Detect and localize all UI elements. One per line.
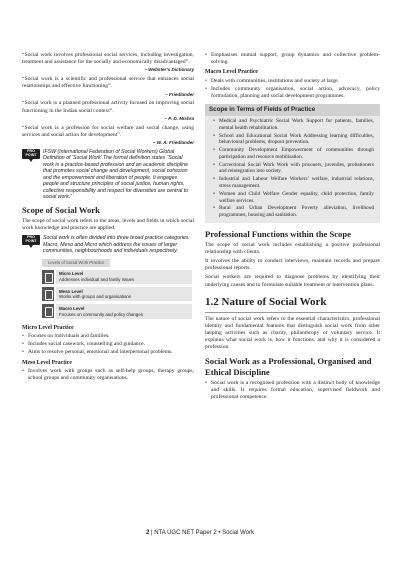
scope-fields-list — [205, 116, 380, 219]
pro-point-icon: PRO POINT — [22, 235, 40, 245]
professional-functions-heading: Professional Functions within the Scope — [205, 228, 351, 239]
paragraph: It involves the ability to conduct interviews, maintain records and prepare professional reports. — [205, 258, 380, 272]
pro-point-icon: PRO POINT — [22, 149, 40, 159]
macro-list — [205, 78, 380, 100]
level-title: Meso Level — [59, 288, 83, 294]
level-row — [42, 287, 192, 301]
quote-text: “Social work is a planned professional activity focused on improving social functioning in the Indian social context”. — [22, 100, 194, 114]
level-icon — [42, 270, 54, 284]
quote-source: – Webster’s Dictionary — [144, 67, 194, 73]
paragraph: Social workers are required to diagnose problems by identifying their underlying causes and to formulate suitable treatment or intervention plans. — [205, 274, 380, 288]
level-desc: Focuses on community and policy changes — [59, 311, 143, 317]
level-box — [56, 304, 192, 318]
meso-list-continued — [205, 52, 380, 66]
footer-title: | NTA UGC NET Paper 2 • Social Work — [150, 530, 255, 536]
quote-source: – Friedlander — [165, 91, 194, 97]
page-footer — [0, 530, 400, 538]
scope-paragraph: The scope of social work refers to the areas, levels and fields in which social work knowledge and practice are applied. — [22, 217, 194, 231]
level-desc: Addresses individual and family issues — [59, 277, 135, 283]
list-item: • School and Educational Social Work Addressing learning difficulties, behavioural problems, dropout prevention. — [213, 133, 374, 147]
scope-fields-box — [205, 104, 380, 223]
list-item: • Emphasises mutual support, group dynamics and collective problem-solving. — [205, 52, 380, 66]
section-number: 1.2 — [205, 295, 219, 308]
quote-source: – P. D. Mishra — [164, 115, 194, 121]
list-item: • Includes community organisation, social action, advocacy, policy formulation, planning and social development programmes. — [205, 86, 380, 100]
list-item: • Involves work with groups such as self-help groups, therapy groups, school groups and community organisations. — [22, 368, 194, 382]
pro-point-categories — [22, 235, 194, 255]
pro-point-ifsw — [22, 149, 194, 201]
meso-heading: Meso Level Practice — [22, 359, 72, 366]
scope-box-title: Scope in Terms of Fields of Practice — [205, 104, 380, 116]
level-title: Macro Level — [59, 305, 85, 311]
list-item: • Aims to resolve personal, emotional and interpersonal problems. — [22, 349, 194, 356]
level-title: Micro Level — [59, 271, 84, 277]
list-item: • Correctional Social Work Work with prisoners, juveniles, probationers and reintegration into society. — [213, 162, 374, 176]
list-item: • Rural and Urban Development Poverty alleviation, livelihood programmes, housing and sanitation. — [213, 205, 374, 219]
scope-heading: Scope of Social Work — [22, 204, 100, 215]
level-icon — [42, 287, 54, 301]
pro-point-text: IFSW (International Federation of Social Workers) Global Definition of ‘Social Work’ The formal definition states “Social work is a practice-based profession and an academic discipline that promotes social change and development, social cohesion and the empowerment and liberation of people. It engages people and structure principles of social justice, human rights, collective responsibility and respect for diversities are central to social work.” — [43, 148, 189, 201]
list-item: • Medical and Psychiatric Social Work Support for patients, families, mental health rehabilitation. — [213, 118, 374, 132]
quotes-block — [22, 52, 194, 146]
level-row — [42, 304, 192, 318]
macro-heading: Macro Level Practice — [205, 69, 259, 76]
page-number: 2 — [145, 530, 150, 536]
section-title: Nature of Social Work — [221, 295, 327, 308]
levels-diagram — [42, 259, 192, 319]
level-icon — [42, 304, 54, 318]
list-item: • Industrial and Labour Welfare Workers’ welfare, industrial relations, stress management. — [213, 176, 374, 190]
quote-source: – W. A. Friedlander — [152, 139, 194, 145]
level-box — [56, 287, 192, 301]
paragraph: The nature of social work refers to the essential characteristics, professional identity and fundamental features that distinguish social work from other helping activities such as charity, philanthropy or voluntary service. It explains what social work is, how it functions, and why it is considered a profession. — [205, 315, 380, 351]
divider — [205, 312, 380, 313]
quote-text: “Social work is a profession for social welfare and social change, using services and social action for development”. — [22, 124, 194, 138]
meso-list — [22, 368, 194, 382]
right-column — [205, 52, 380, 402]
section-heading — [205, 295, 380, 309]
list-item: • Social work is a recognised profession with a distinct body of knowledge and skills. It requires formal education, supervised fieldwork and professional competence. — [205, 380, 380, 401]
paragraph: The scope of social work includes establishing a positive professional relationship with clients. — [205, 241, 380, 255]
pro-point-text: Social work is often divided into three broad practice categories: Macro, Meso and Micro which address the issues of larger communities, neighbourhoods and individuals respectively. — [43, 235, 190, 255]
quote-text: “Social work is a scientific and professional service that enhances social relationships and effective functioning”. — [22, 76, 194, 90]
quote-text: “Social work involves professional social services, including investigation, treatment and assistance for the socially and economically disadvantaged”. — [22, 52, 194, 66]
document-page — [22, 52, 380, 542]
list-item: • Deals with communities, institutions and society at large. — [205, 78, 380, 85]
level-row — [42, 270, 192, 284]
left-column — [22, 52, 194, 383]
list-item: • Community Development Empowerment of communities through participation and resource mobilisation. — [213, 147, 374, 161]
micro-list — [22, 333, 194, 356]
list-item: • Focuses on individuals and families. — [22, 333, 194, 340]
ethics-heading: Social Work as a Professional, Organised and Ethical Discipline — [205, 355, 372, 377]
level-box — [56, 270, 192, 284]
level-desc: Works with groups and organisations — [59, 294, 131, 300]
list-item: • Includes social casework, counselling and guidance. — [22, 341, 194, 348]
list-item: • Women and Child Welfare Gender equality, child protection, family welfare services. — [213, 191, 374, 205]
micro-heading: Micro Level Practice — [22, 324, 74, 331]
levels-title: Levels of Social Work Practice — [42, 259, 110, 267]
ethics-list — [205, 380, 380, 401]
